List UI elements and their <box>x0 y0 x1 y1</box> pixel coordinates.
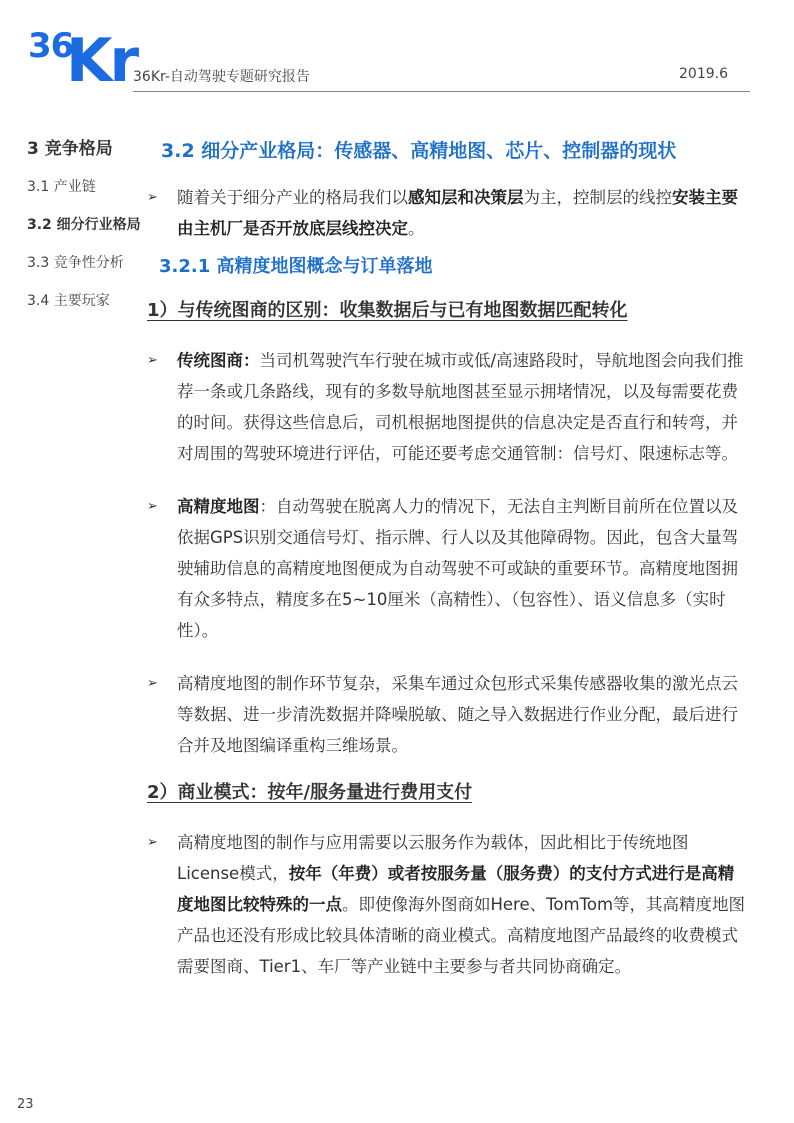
bullet-arrow-icon: ➢ <box>147 676 158 691</box>
bullet-arrow-icon: ➢ <box>147 835 158 850</box>
sidebar-heading: 3 竞争格局 <box>27 139 113 159</box>
section-title: 3.2 细分产业格局：传感器、高精地图、芯片、控制器的现状 <box>161 140 677 162</box>
p2-bold: 高精度地图 <box>177 497 260 516</box>
sidebar-item-segment-landscape[interactable]: 3.2 细分行业格局 <box>27 217 141 233</box>
paragraph-business-model <box>147 827 747 982</box>
heading-traditional-vs-hd: 1）与传统图商的区别：收集数据后与已有地图数据匹配转化 <box>147 300 628 321</box>
intro-text-2: 为主，控制层的线控 <box>523 188 672 207</box>
p4-bold: 按年（年费）或者按服务量（服务费）的支付方式进行是高精度地图比较特殊的一点 <box>177 864 735 914</box>
intro-text-1: 随着关于细分产业的格局我们以 <box>177 188 408 207</box>
sidebar-item-industry-chain[interactable]: 3.1 产业链 <box>27 179 96 195</box>
report-date: 2019.6 <box>679 66 728 82</box>
paragraph-hd-maps <box>147 491 747 646</box>
p1-text: 当司机驾驶汽车行驶在城市或低/高速路段时，导航地图会向我们推荐一条或几条路线，现有的多数导航地图甚至显示拥堵情况，以及每需要花费的时间。获得这些信息后，司机根据地图提供的信息决定是否直行和转弯，并对周围的驾驶环境进行评估，可能还要考虑交通管制：信号灯、限速标志等。 <box>177 351 744 463</box>
intro-text-3: 。 <box>408 219 425 238</box>
36kr-logo <box>28 26 140 96</box>
p1-bold: 传统图商： <box>177 351 260 370</box>
report-title: 36Kr-自动驾驶专题研究报告 <box>133 69 310 85</box>
bullet-arrow-icon: ➢ <box>147 499 158 514</box>
paragraph-hd-production <box>147 668 747 761</box>
p2-text: ：自动驾驶在脱离人力的情况下，无法自主判断目前所在位置以及依据GPS识别交通信号灯、指示牌、行人以及其他障碍物。因此，包含大量驾驶辅助信息的高精度地图便成为自动驾驶不可或缺的重要环节。高精度地图拥有众多特点，精度多在5~10厘米（高精性）、（包容性）、语义信息多（实时性）。 <box>177 497 739 640</box>
logo-digits: 36 <box>28 26 74 66</box>
heading-business-model: 2）商业模式：按年/服务量进行费用支付 <box>147 782 473 803</box>
header-divider <box>133 91 750 92</box>
chapter-sidebar <box>27 134 157 329</box>
paragraph-traditional-maps <box>147 345 747 469</box>
bullet-arrow-icon: ➢ <box>147 190 158 205</box>
page-number: 23 <box>17 1097 34 1112</box>
sidebar-item-major-players[interactable]: 3.4 主要玩家 <box>27 293 110 309</box>
intro-bold-1: 感知层和决策层 <box>408 188 524 207</box>
logo-letters: Kr <box>66 26 137 96</box>
intro-bold-2: 安装主要由主机厂是否开放底层线控决定 <box>177 188 738 238</box>
p4-text-2: 。即使像海外图商如Here、TomTom等，其高精度地图产品也还没有形成比较具体清晰的商业模式。高精度地图产品最终的收费模式需要图商、Tier1、车厂等产业链中主要参与者共同协商确定。 <box>177 895 746 976</box>
intro-paragraph <box>147 182 747 244</box>
p4-text-1: 高精度地图的制作与应用需要以云服务作为载体，因此相比于传统地图License模式， <box>177 833 689 883</box>
sidebar-item-competitive-analysis[interactable]: 3.3 竞争性分析 <box>27 255 124 271</box>
subsection-title: 3.2.1 高精度地图概念与订单落地 <box>159 256 433 277</box>
bullet-arrow-icon: ➢ <box>147 353 158 368</box>
p3-text: 高精度地图的制作环节复杂，采集车通过众包形式采集传感器收集的激光点云等数据、进一步清洗数据并降噪脱敏、随之导入数据进行作业分配，最后进行合并及地图编译重构三维场景。 <box>177 674 738 755</box>
main-content <box>147 136 747 982</box>
